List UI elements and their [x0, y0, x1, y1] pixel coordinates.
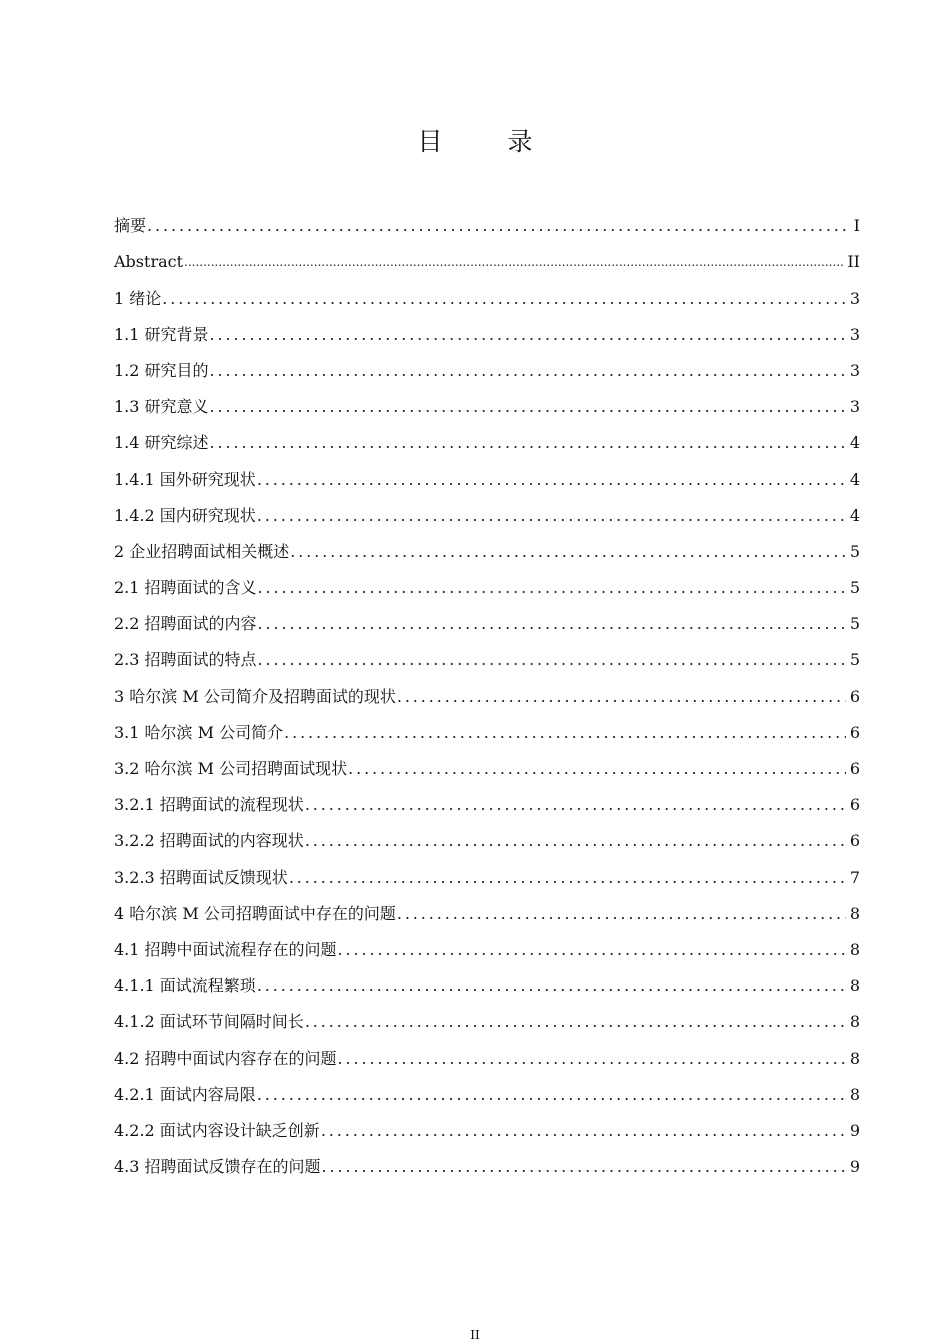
toc-entry-page: 8: [849, 1048, 860, 1068]
toc-entry-label: 4.2.1 面试内容局限: [114, 1084, 256, 1104]
toc-entry-page: 6: [849, 759, 860, 778]
toc-entry-page: 4: [849, 469, 860, 489]
toc-entry[interactable]: [114, 1040, 860, 1076]
dot-leader: [305, 787, 846, 823]
dot-leader: [290, 534, 846, 570]
toc-entry-label: 4.1.1 面试流程繁琐: [114, 976, 256, 996]
toc-entry[interactable]: [114, 968, 860, 1004]
toc-entry-label: 1.4.1 国外研究现状: [114, 469, 256, 489]
toc-entry[interactable]: [114, 389, 860, 425]
toc-entry-page: 6: [849, 686, 860, 706]
toc-entry[interactable]: [114, 1113, 860, 1149]
toc-entry[interactable]: [114, 570, 860, 606]
dot-leader: [305, 1004, 846, 1040]
toc-entry-page: 3: [849, 324, 860, 344]
dot-leader: [397, 896, 846, 932]
toc-entry-page: 5: [849, 578, 860, 598]
toc-entry[interactable]: [114, 715, 860, 751]
toc-entry-label: 4.3 招聘面试反馈存在的问题: [114, 1157, 321, 1177]
toc-entry-page: 5: [849, 541, 860, 561]
toc-entry-label: 4 哈尔滨 M 公司招聘面试中存在的问题: [114, 903, 396, 923]
toc-entry[interactable]: [114, 353, 860, 389]
toc-entry[interactable]: [114, 534, 860, 570]
dot-leader: [147, 208, 846, 244]
dot-leader: [348, 751, 846, 787]
dot-leader: [184, 244, 845, 280]
dot-leader: [210, 353, 846, 389]
toc-entry[interactable]: [114, 208, 860, 244]
toc-entry-page: 5: [849, 650, 860, 670]
toc-entry[interactable]: [114, 896, 860, 932]
toc-entry-label: 4.1.2 面试环节间隔时间长: [114, 1012, 304, 1032]
toc-entry-page: 6: [849, 831, 860, 851]
dot-leader: [257, 968, 846, 1004]
toc-entry-page: 8: [849, 976, 860, 996]
toc-entry-label: Abstract: [114, 252, 184, 272]
toc-entry-label: 3 哈尔滨 M 公司简介及招聘面试的现状: [114, 686, 396, 706]
toc-entry-label: 1.2 研究目的: [114, 360, 209, 380]
toc-entry[interactable]: [114, 932, 860, 968]
dot-leader: [338, 1041, 846, 1077]
dot-leader: [210, 425, 846, 461]
toc-entry-label: 2.1 招聘面试的含义: [114, 578, 257, 598]
toc-entry-page: 8: [849, 939, 860, 959]
toc-entry-page: 9: [849, 1157, 860, 1177]
dot-leader: [257, 498, 846, 534]
toc-entry[interactable]: [114, 642, 860, 678]
toc-entry-page: 8: [849, 1012, 860, 1032]
toc-entry-page: 6: [849, 722, 860, 742]
toc-entry-label: 3.2 哈尔滨 M 公司招聘面试现状: [114, 759, 348, 778]
toc-entry[interactable]: [114, 425, 860, 461]
toc-entry-label: 1.4.2 国内研究现状: [114, 505, 256, 525]
toc-entry-label: 1 绪论: [114, 288, 162, 308]
toc-entry-label: 1.4 研究综述: [114, 433, 209, 453]
toc-entry-page: 4: [849, 433, 860, 453]
toc-entry-label: 4.1 招聘中面试流程存在的问题: [114, 939, 337, 959]
toc-entry-label: 2.2 招聘面试的内容: [114, 614, 257, 634]
toc-entry-page: 3: [849, 397, 860, 417]
dot-leader: [289, 860, 846, 896]
page-title: 目 录: [417, 127, 553, 156]
toc-entry-label: 3.2.1 招聘面试的流程现状: [114, 795, 304, 815]
toc-entry[interactable]: [114, 461, 860, 497]
toc-entry[interactable]: [114, 317, 860, 353]
toc-entry-page: 8: [849, 903, 860, 923]
toc-entry[interactable]: [114, 498, 860, 534]
toc-entry-label: 1.3 研究意义: [114, 397, 209, 417]
toc-entry-label: 4.2 招聘中面试内容存在的问题: [114, 1048, 337, 1068]
dot-leader: [258, 606, 846, 642]
toc-entry[interactable]: [114, 787, 860, 823]
toc-entry[interactable]: [114, 1077, 860, 1113]
toc-entry[interactable]: [114, 1004, 860, 1040]
toc-entry[interactable]: [114, 280, 860, 316]
dot-leader: [321, 1113, 846, 1149]
toc-entry-label: 2.3 招聘面试的特点: [114, 650, 257, 670]
table-of-contents: [114, 208, 860, 1185]
dot-leader: [258, 570, 846, 606]
toc-entry[interactable]: [114, 606, 860, 642]
dot-leader: [210, 389, 846, 425]
toc-entry-page: 6: [849, 795, 860, 815]
toc-entry[interactable]: [114, 1149, 860, 1185]
toc-entry-label: 摘要: [114, 216, 147, 236]
toc-entry-page: I: [853, 216, 860, 236]
dot-leader: [162, 281, 846, 317]
toc-entry-page: 3: [849, 288, 860, 308]
toc-entry-page: 5: [849, 614, 860, 634]
toc-entry[interactable]: [114, 678, 860, 714]
toc-entry-page: 9: [849, 1120, 860, 1140]
toc-entry-label: 2 企业招聘面试相关概述: [114, 541, 290, 561]
toc-entry-page: 4: [849, 505, 860, 525]
dot-leader: [338, 932, 846, 968]
toc-entry-label: 1.1 研究背景: [114, 324, 209, 344]
dot-leader: [257, 462, 846, 498]
toc-entry-page: 8: [849, 1084, 860, 1104]
toc-entry-label: 3.2.3 招聘面试反馈现状: [114, 867, 288, 887]
toc-entry-page: 3: [849, 360, 860, 380]
page-number-footer: II: [470, 1328, 480, 1342]
toc-entry[interactable]: [114, 244, 860, 280]
toc-entry[interactable]: [114, 823, 860, 859]
toc-entry-page: II: [847, 252, 860, 272]
toc-entry-label: 3.2.2 招聘面试的内容现状: [114, 831, 304, 851]
toc-entry[interactable]: [114, 859, 860, 895]
toc-entry[interactable]: [114, 751, 860, 787]
dot-leader: [257, 1077, 846, 1113]
dot-leader: [322, 1149, 846, 1185]
dot-leader: [258, 642, 846, 678]
toc-entry-label: 3.1 哈尔滨 M 公司简介: [114, 722, 284, 742]
dot-leader: [305, 823, 846, 859]
dot-leader: [284, 715, 846, 751]
toc-entry-page: 7: [849, 867, 860, 887]
dot-leader: [397, 679, 846, 715]
toc-entry-label: 4.2.2 面试内容设计缺乏创新: [114, 1120, 320, 1140]
dot-leader: [210, 317, 846, 353]
